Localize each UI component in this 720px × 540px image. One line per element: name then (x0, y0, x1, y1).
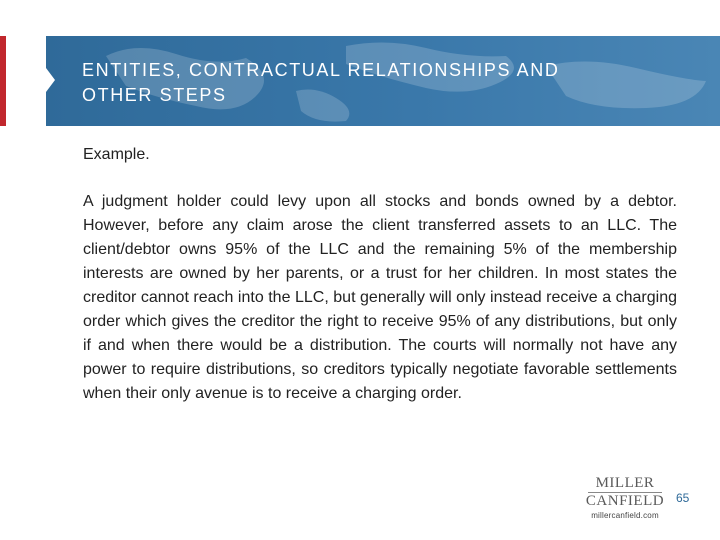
header-notch (46, 68, 55, 92)
logo-url: millercanfield.com (591, 511, 659, 520)
slide-title (82, 58, 682, 108)
page-number: 65 (676, 491, 690, 505)
logo-line-2: CANFIELD (585, 493, 665, 509)
slide-title-line-1: ENTITIES, CONTRACTUAL RELATIONSHIPS AND (82, 60, 560, 80)
example-label: Example. (83, 146, 150, 163)
body-paragraph: A judgment holder could levy upon all stocks and bonds owned by a debtor. However, before any claim arose the client transferred assets to an LLC. The client/debtor owns 95% of the LLC and the remaining 5% of the membership interests are owned by her parents, or a trust for her children. In most states the creditor cannot reach into the LLC, but generally will only instead receive a charging order which gives the creditor the right to receive 95% of any distributions, but only if and when there would be a distribution. The courts will normally not have any power to require distributions, so creditors typically negotiate favorable settlements when their only avenue is to receive a charging order. (83, 193, 677, 402)
left-accent-bar (0, 36, 6, 126)
logo-line-1: MILLER (595, 475, 655, 491)
slide-title-line-2: OTHER STEPS (82, 85, 227, 105)
